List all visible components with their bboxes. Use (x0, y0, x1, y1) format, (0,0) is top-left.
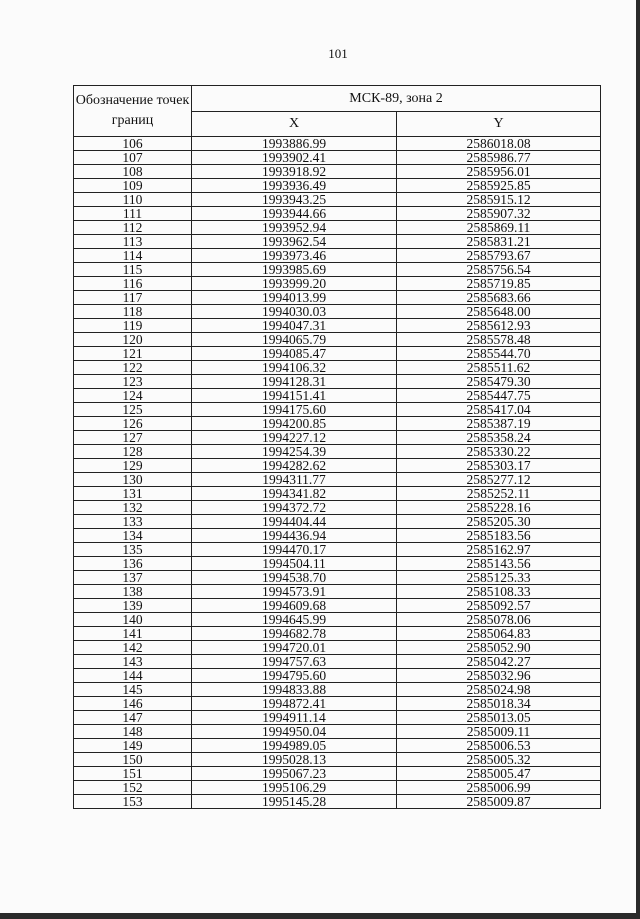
point-cell: 138 (74, 585, 192, 599)
x-cell: 1994341.82 (192, 487, 397, 501)
y-cell: 2585252.11 (397, 487, 601, 501)
table-row (74, 333, 601, 347)
y-cell: 2585907.32 (397, 207, 601, 221)
x-cell: 1994538.70 (192, 571, 397, 585)
y-cell: 2585006.53 (397, 739, 601, 753)
x-cell: 1994254.39 (192, 445, 397, 459)
header-x: X (192, 112, 397, 137)
table-row (74, 459, 601, 473)
table-row (74, 711, 601, 725)
x-cell: 1994047.31 (192, 319, 397, 333)
y-cell: 2585064.83 (397, 627, 601, 641)
y-cell: 2585092.57 (397, 599, 601, 613)
point-cell: 116 (74, 277, 192, 291)
point-cell: 121 (74, 347, 192, 361)
x-cell: 1994795.60 (192, 669, 397, 683)
y-cell: 2585032.96 (397, 669, 601, 683)
x-cell: 1994106.32 (192, 361, 397, 375)
point-cell: 151 (74, 767, 192, 781)
x-cell: 1993962.54 (192, 235, 397, 249)
table-row (74, 543, 601, 557)
point-cell: 142 (74, 641, 192, 655)
point-cell: 140 (74, 613, 192, 627)
x-cell: 1993999.20 (192, 277, 397, 291)
x-cell: 1994872.41 (192, 697, 397, 711)
x-cell: 1994609.68 (192, 599, 397, 613)
table-row (74, 655, 601, 669)
page-number: 101 (328, 46, 348, 61)
table-row (74, 753, 601, 767)
point-cell: 126 (74, 417, 192, 431)
y-cell: 2585005.47 (397, 767, 601, 781)
point-cell: 152 (74, 781, 192, 795)
x-cell: 1994311.77 (192, 473, 397, 487)
y-cell: 2585683.66 (397, 291, 601, 305)
y-cell: 2585544.70 (397, 347, 601, 361)
y-cell: 2585511.62 (397, 361, 601, 375)
x-cell: 1994720.01 (192, 641, 397, 655)
point-cell: 147 (74, 711, 192, 725)
scan-edge-bottom (0, 913, 640, 919)
table-row (74, 151, 601, 165)
table-row (74, 585, 601, 599)
table-row (74, 529, 601, 543)
table-row (74, 179, 601, 193)
point-cell: 133 (74, 515, 192, 529)
y-cell: 2585986.77 (397, 151, 601, 165)
table-row (74, 697, 601, 711)
table-row (74, 641, 601, 655)
point-cell: 144 (74, 669, 192, 683)
y-cell: 2585578.48 (397, 333, 601, 347)
x-cell: 1994757.63 (192, 655, 397, 669)
point-cell: 114 (74, 249, 192, 263)
x-cell: 1993902.41 (192, 151, 397, 165)
y-cell: 2585479.30 (397, 375, 601, 389)
x-cell: 1995106.29 (192, 781, 397, 795)
y-cell: 2585042.27 (397, 655, 601, 669)
y-cell: 2585869.11 (397, 221, 601, 235)
x-cell: 1994573.91 (192, 585, 397, 599)
table-row (74, 235, 601, 249)
x-cell: 1994030.03 (192, 305, 397, 319)
point-cell: 110 (74, 193, 192, 207)
x-cell: 1993886.99 (192, 137, 397, 151)
x-cell: 1994013.99 (192, 291, 397, 305)
x-cell: 1994645.99 (192, 613, 397, 627)
point-cell: 122 (74, 361, 192, 375)
table-row (74, 263, 601, 277)
table-row (74, 781, 601, 795)
x-cell: 1994065.79 (192, 333, 397, 347)
table-row (74, 249, 601, 263)
table-row (74, 725, 601, 739)
point-cell: 112 (74, 221, 192, 235)
scan-edge-right (636, 0, 640, 919)
table-row (74, 501, 601, 515)
point-cell: 119 (74, 319, 192, 333)
table-row (74, 165, 601, 179)
x-cell: 1994504.11 (192, 557, 397, 571)
point-cell: 143 (74, 655, 192, 669)
x-cell: 1995067.23 (192, 767, 397, 781)
y-cell: 2585018.34 (397, 697, 601, 711)
table-row (74, 417, 601, 431)
table-row (74, 795, 601, 809)
point-cell: 115 (74, 263, 192, 277)
point-cell: 131 (74, 487, 192, 501)
point-cell: 127 (74, 431, 192, 445)
point-cell: 153 (74, 795, 192, 809)
table-row (74, 767, 601, 781)
y-cell: 2585303.17 (397, 459, 601, 473)
point-cell: 128 (74, 445, 192, 459)
y-cell: 2585387.19 (397, 417, 601, 431)
point-cell: 123 (74, 375, 192, 389)
table-row (74, 571, 601, 585)
table-row (74, 305, 601, 319)
x-cell: 1993973.46 (192, 249, 397, 263)
y-cell: 2585358.24 (397, 431, 601, 445)
table-row (74, 515, 601, 529)
table-row (74, 683, 601, 697)
x-cell: 1994833.88 (192, 683, 397, 697)
table-row (74, 627, 601, 641)
x-cell: 1993936.49 (192, 179, 397, 193)
x-cell: 1994404.44 (192, 515, 397, 529)
point-cell: 149 (74, 739, 192, 753)
y-cell: 2585125.33 (397, 571, 601, 585)
y-cell: 2585756.54 (397, 263, 601, 277)
x-cell: 1994682.78 (192, 627, 397, 641)
table-row (74, 557, 601, 571)
y-cell: 2585205.30 (397, 515, 601, 529)
y-cell: 2585078.06 (397, 613, 601, 627)
table-row (74, 613, 601, 627)
point-cell: 136 (74, 557, 192, 571)
y-cell: 2585052.90 (397, 641, 601, 655)
point-cell: 134 (74, 529, 192, 543)
y-cell: 2585162.97 (397, 543, 601, 557)
table-row (74, 207, 601, 221)
point-cell: 139 (74, 599, 192, 613)
point-cell: 135 (74, 543, 192, 557)
y-cell: 2585925.85 (397, 179, 601, 193)
y-cell: 2585108.33 (397, 585, 601, 599)
x-cell: 1994372.72 (192, 501, 397, 515)
point-cell: 137 (74, 571, 192, 585)
table-row (74, 389, 601, 403)
x-cell: 1993943.25 (192, 193, 397, 207)
table-row (74, 669, 601, 683)
point-cell: 148 (74, 725, 192, 739)
header-point-label: Обозначение точек границ (74, 86, 192, 137)
y-cell: 2585183.56 (397, 529, 601, 543)
table-row (74, 193, 601, 207)
table-row (74, 431, 601, 445)
y-cell: 2585143.56 (397, 557, 601, 571)
x-cell: 1993944.66 (192, 207, 397, 221)
point-cell: 117 (74, 291, 192, 305)
y-cell: 2585915.12 (397, 193, 601, 207)
y-cell: 2585831.21 (397, 235, 601, 249)
x-cell: 1995028.13 (192, 753, 397, 767)
table-row (74, 221, 601, 235)
header-y: Y (397, 112, 601, 137)
y-cell: 2585719.85 (397, 277, 601, 291)
boundary-coordinates-table (73, 85, 601, 809)
x-cell: 1994128.31 (192, 375, 397, 389)
point-cell: 125 (74, 403, 192, 417)
table-row (74, 403, 601, 417)
x-cell: 1994085.47 (192, 347, 397, 361)
point-cell: 132 (74, 501, 192, 515)
x-cell: 1994151.41 (192, 389, 397, 403)
point-cell: 130 (74, 473, 192, 487)
y-cell: 2585612.93 (397, 319, 601, 333)
y-cell: 2585330.22 (397, 445, 601, 459)
point-cell: 113 (74, 235, 192, 249)
point-cell: 145 (74, 683, 192, 697)
y-cell: 2585005.32 (397, 753, 601, 767)
point-cell: 141 (74, 627, 192, 641)
table-row (74, 361, 601, 375)
y-cell: 2585228.16 (397, 501, 601, 515)
point-cell: 118 (74, 305, 192, 319)
y-cell: 2585006.99 (397, 781, 601, 795)
point-cell: 129 (74, 459, 192, 473)
table-row (74, 137, 601, 151)
table-row (74, 291, 601, 305)
point-cell: 106 (74, 137, 192, 151)
y-cell: 2585417.04 (397, 403, 601, 417)
x-cell: 1994911.14 (192, 711, 397, 725)
point-cell: 146 (74, 697, 192, 711)
x-cell: 1993985.69 (192, 263, 397, 277)
x-cell: 1994989.05 (192, 739, 397, 753)
x-cell: 1994950.04 (192, 725, 397, 739)
y-cell: 2585009.11 (397, 725, 601, 739)
table-row (74, 277, 601, 291)
x-cell: 1993952.94 (192, 221, 397, 235)
x-cell: 1995145.28 (192, 795, 397, 809)
table-row (74, 347, 601, 361)
x-cell: 1993918.92 (192, 165, 397, 179)
y-cell: 2585447.75 (397, 389, 601, 403)
point-cell: 107 (74, 151, 192, 165)
x-cell: 1994282.62 (192, 459, 397, 473)
y-cell: 2585277.12 (397, 473, 601, 487)
x-cell: 1994227.12 (192, 431, 397, 445)
table-body (74, 137, 601, 809)
table-row (74, 375, 601, 389)
point-cell: 120 (74, 333, 192, 347)
x-cell: 1994436.94 (192, 529, 397, 543)
table-row (74, 473, 601, 487)
point-cell: 124 (74, 389, 192, 403)
y-cell: 2585013.05 (397, 711, 601, 725)
x-cell: 1994175.60 (192, 403, 397, 417)
table-row (74, 599, 601, 613)
x-cell: 1994200.85 (192, 417, 397, 431)
y-cell: 2585648.00 (397, 305, 601, 319)
point-cell: 111 (74, 207, 192, 221)
y-cell: 2585956.01 (397, 165, 601, 179)
table-row (74, 445, 601, 459)
point-cell: 109 (74, 179, 192, 193)
table-row (74, 319, 601, 333)
header-coordinate-system: МСК-89, зона 2 (192, 86, 601, 112)
y-cell: 2586018.08 (397, 137, 601, 151)
point-cell: 150 (74, 753, 192, 767)
y-cell: 2585009.87 (397, 795, 601, 809)
x-cell: 1994470.17 (192, 543, 397, 557)
y-cell: 2585024.98 (397, 683, 601, 697)
table-row (74, 739, 601, 753)
point-cell: 108 (74, 165, 192, 179)
table-row (74, 487, 601, 501)
y-cell: 2585793.67 (397, 249, 601, 263)
